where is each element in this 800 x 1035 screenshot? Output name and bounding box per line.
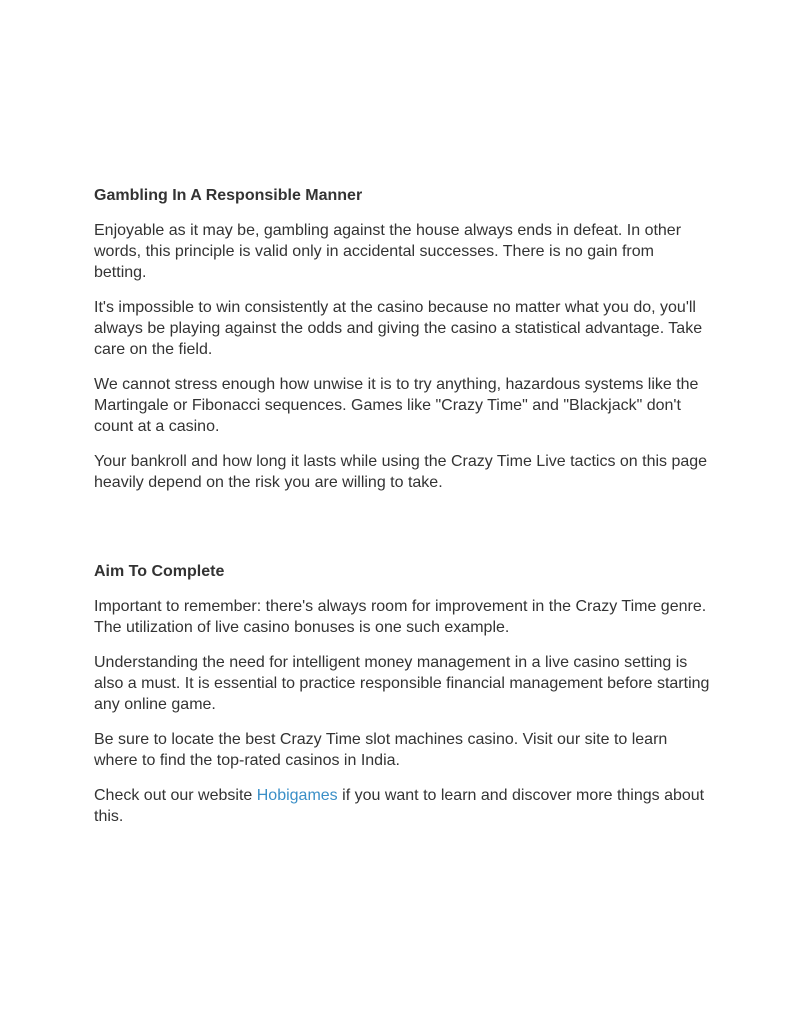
hobigames-link[interactable]: Hobigames [256,787,338,804]
paragraph: Be sure to locate the best Crazy Time slot machines casino. Visit our site to learn where to find the top-rated casinos in India. [94,731,668,769]
section-heading: Gambling In A Responsible Manner [94,187,363,204]
paragraph: We cannot stress enough how unwise it is to try anything, hazardous systems like the Martingale or Fibonacci sequences. Games like "Crazy Time" and "Blackjack" don't count at a casino. [94,376,699,435]
section-spacer [94,507,710,561]
paragraph: Understanding the need for intelligent money management in a live casino setting is also a must. It is essential to practice responsible financial management before starting any online game. [94,654,710,713]
paragraph: Important to remember: there's always room for improvement in the Crazy Time genre. The utilization of live casino bonuses is one such example. [94,598,707,636]
closing-text-after: if you want to learn and discover more things about this. [94,787,705,825]
paragraph: Enjoyable as it may be, gambling against the house always ends in defeat. In other words, this principle is valid only in accidental successes. There is no gain from betting. [94,222,682,281]
closing-text-before: Check out our website [94,787,257,804]
paragraph: It's impossible to win consistently at the casino because no matter what you do, you'll always be playing against the odds and giving the casino a statistical advantage. Take care on the field. [94,299,703,358]
document-body [94,185,710,841]
section-heading: Aim To Complete [94,563,225,580]
section-responsible-gambling [94,185,710,493]
section-aim-to-complete [94,561,710,827]
closing-paragraph [94,785,710,827]
paragraph: Your bankroll and how long it lasts while using the Crazy Time Live tactics on this page heavily depend on the risk you are willing to take. [94,453,708,491]
